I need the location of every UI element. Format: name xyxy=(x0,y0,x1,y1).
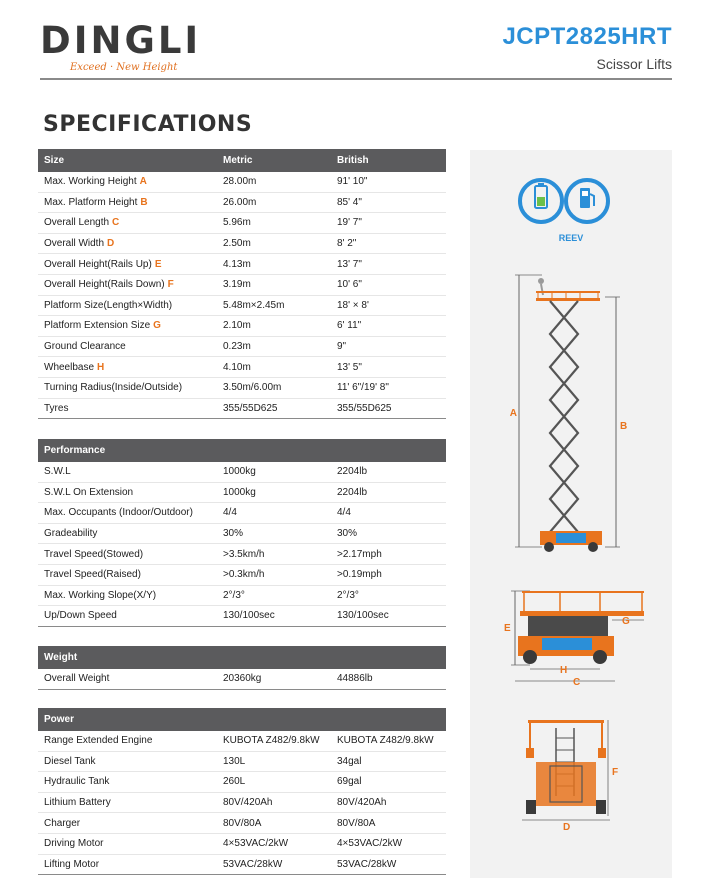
table-row xyxy=(38,462,446,483)
table-row xyxy=(38,524,446,545)
model-block xyxy=(502,24,672,72)
british-value: 355/55D625 xyxy=(337,402,392,414)
spec-label xyxy=(38,818,223,829)
spec-label-text: Diesel Tank xyxy=(44,755,96,767)
diagram-label-f: F xyxy=(612,767,619,778)
dimension-letter: D xyxy=(107,238,115,250)
spec-label-text: Tyres xyxy=(44,402,69,414)
header-divider xyxy=(40,78,672,80)
weight-header-label: Weight xyxy=(44,652,78,663)
table-row xyxy=(38,296,446,317)
table-row xyxy=(38,483,446,504)
diagram-label-c: C xyxy=(573,677,581,688)
table-row xyxy=(38,752,446,773)
table-row xyxy=(38,669,446,690)
table-row xyxy=(38,503,446,524)
metric-value: 30% xyxy=(223,528,244,540)
reev-icon xyxy=(520,180,608,222)
table-row xyxy=(38,586,446,607)
british-value: 2°/3° xyxy=(337,589,359,601)
metric-value: 53VAC/28kW xyxy=(223,858,283,870)
spec-label xyxy=(38,549,223,560)
spec-label-text: Wheelbase xyxy=(44,361,95,373)
spec-label-text: Platform Extension Size xyxy=(44,320,151,332)
metric-value: 80V/80A xyxy=(223,817,262,829)
spec-label-text: Overall Length xyxy=(44,217,110,229)
metric-value: 1000kg xyxy=(223,486,256,498)
spec-label xyxy=(38,197,223,208)
british-value: 53VAC/28kW xyxy=(337,858,397,870)
spec-label xyxy=(38,362,223,373)
metric-value: 260L xyxy=(223,776,246,788)
british-value: 44886lb xyxy=(337,673,373,685)
power-table xyxy=(38,708,446,875)
size-table-header xyxy=(38,149,446,172)
brand-name: DINGLI xyxy=(40,19,202,62)
british-value: >2.17mph xyxy=(337,548,382,560)
spec-label-text: Max. Platform Height xyxy=(44,196,138,208)
dimension-letter: C xyxy=(112,217,120,229)
table-row xyxy=(38,193,446,214)
size-header-label: Size xyxy=(44,155,65,166)
power-header-label: Power xyxy=(44,714,75,725)
table-row xyxy=(38,855,446,876)
metric-value: 0.23m xyxy=(223,341,251,353)
spec-label xyxy=(38,238,223,249)
page-title: SPECIFICATIONS xyxy=(43,112,253,137)
metric-value: 5.96m xyxy=(223,217,251,229)
metric-value: 3.19m xyxy=(223,279,251,291)
metric-value: KUBOTA Z482/9.8kW xyxy=(223,735,320,747)
lift-raised-diagram xyxy=(510,275,627,552)
spec-label-text: Up/Down Speed xyxy=(44,610,117,622)
spec-label-text: Hydraulic Tank xyxy=(44,776,110,788)
table-row xyxy=(38,544,446,565)
table-row xyxy=(38,378,446,399)
metric-value: 4.10m xyxy=(223,361,251,373)
spec-label xyxy=(38,382,223,393)
dimension-letter: G xyxy=(153,320,161,332)
spec-label xyxy=(38,528,223,539)
spec-label xyxy=(38,487,223,498)
power-table-header xyxy=(38,708,446,731)
table-row xyxy=(38,254,446,275)
spec-label-text: Overall Weight xyxy=(44,673,110,685)
spec-label-text: Turning Radius(Inside/Outside) xyxy=(44,382,183,394)
metric-value: 28.00m xyxy=(223,176,257,188)
metric-value: 26.00m xyxy=(223,196,257,208)
british-value: 4/4 xyxy=(337,507,351,519)
metric-value: 3.50m/6.00m xyxy=(223,382,282,394)
metric-value: 2.10m xyxy=(223,320,251,332)
table-row xyxy=(38,834,446,855)
british-value: 9" xyxy=(337,341,347,353)
metric-value: 5.48m×2.45m xyxy=(223,299,285,311)
lift-front-diagram xyxy=(522,720,618,833)
performance-header-label: Performance xyxy=(44,445,106,456)
table-row xyxy=(38,316,446,337)
metric-value: 4×53VAC/2kW xyxy=(223,838,289,850)
table-row xyxy=(38,337,446,358)
diagram-panel xyxy=(470,150,672,878)
spec-label-text: Lithium Battery xyxy=(44,797,111,809)
british-value: 13' 7" xyxy=(337,258,362,270)
performance-table-header xyxy=(38,439,446,462)
metric-value: 80V/420Ah xyxy=(223,797,273,809)
table-row xyxy=(38,731,446,752)
british-value: 30% xyxy=(337,528,358,540)
metric-header-label: Metric xyxy=(223,155,253,166)
british-value: 130/100sec xyxy=(337,610,389,622)
table-row xyxy=(38,213,446,234)
dimension-letter: A xyxy=(139,176,147,188)
spec-label xyxy=(38,797,223,808)
spec-label-text: Gradeability xyxy=(44,528,98,540)
spec-label xyxy=(38,756,223,767)
metric-value: >3.5km/h xyxy=(223,548,265,560)
spec-label xyxy=(38,859,223,870)
dimension-letter: B xyxy=(140,196,148,208)
spec-label xyxy=(38,176,223,187)
reev-label: REEV xyxy=(558,233,584,243)
spec-label xyxy=(38,320,223,331)
table-row xyxy=(38,772,446,793)
british-value: 11' 6"/19' 8" xyxy=(337,382,389,394)
size-table xyxy=(38,149,446,419)
spec-label xyxy=(38,217,223,228)
spec-label-text: Charger xyxy=(44,817,81,829)
metric-value: 4/4 xyxy=(223,507,237,519)
spec-label xyxy=(38,673,223,684)
spec-label xyxy=(38,341,223,352)
spec-label-text: Travel Speed(Stowed) xyxy=(44,548,144,560)
metric-value: 2°/3° xyxy=(223,589,245,601)
spec-label-text: Driving Motor xyxy=(44,838,104,850)
table-row xyxy=(38,565,446,586)
metric-value: >0.3km/h xyxy=(223,569,265,581)
british-header-label: British xyxy=(337,155,369,166)
spec-label xyxy=(38,776,223,787)
table-row xyxy=(38,399,446,420)
british-value: 4×53VAC/2kW xyxy=(337,838,403,850)
dimension-letter: E xyxy=(154,258,162,270)
weight-table-header xyxy=(38,646,446,669)
spec-label-text: Lifting Motor xyxy=(44,858,100,870)
spec-label-text: Overall Width xyxy=(44,238,105,250)
diagram-label-b: B xyxy=(620,421,628,432)
table-row xyxy=(38,606,446,627)
dimension-letter: H xyxy=(97,361,105,373)
british-value: 19' 7" xyxy=(337,217,362,229)
british-value: 2204lb xyxy=(337,486,368,498)
metric-value: 355/55D625 xyxy=(223,402,278,414)
metric-value: 1000kg xyxy=(223,466,256,478)
british-value: 91' 10" xyxy=(337,176,368,188)
table-row xyxy=(38,275,446,296)
metric-value: 20360kg xyxy=(223,673,262,685)
british-value: 2204lb xyxy=(337,466,368,478)
brand-tagline: Exceed · New Height xyxy=(70,62,178,73)
british-value: 80V/420Ah xyxy=(337,797,387,809)
spec-label xyxy=(38,569,223,580)
weight-table xyxy=(38,646,446,690)
spec-label-text: Ground Clearance xyxy=(44,341,126,353)
metric-value: 130L xyxy=(223,755,246,767)
spec-label-text: Max. Working Height xyxy=(44,176,137,188)
diagram-label-g: G xyxy=(622,616,630,627)
table-row xyxy=(38,172,446,193)
british-value: 6' 11" xyxy=(337,320,362,332)
spec-label-text: Overall Height(Rails Up) xyxy=(44,258,152,270)
spec-label xyxy=(38,610,223,621)
spec-label-text: S.W.L xyxy=(44,466,71,478)
spec-label xyxy=(38,838,223,849)
diagram-label-a: A xyxy=(509,408,517,419)
spec-label xyxy=(38,466,223,477)
table-row xyxy=(38,793,446,814)
diagram-label-h: H xyxy=(560,665,568,676)
spec-label xyxy=(38,279,223,290)
dimension-letter: F xyxy=(167,279,174,291)
table-row xyxy=(38,813,446,834)
lift-side-diagram xyxy=(504,591,644,688)
british-value: KUBOTA Z482/9.8kW xyxy=(337,735,434,747)
table-row xyxy=(38,357,446,378)
spec-label-text: Platform Size(Length×Width) xyxy=(44,299,173,311)
brand-logo xyxy=(40,19,202,73)
spec-label-text: Max. Occupants (Indoor/Outdoor) xyxy=(44,507,193,519)
metric-value: 4.13m xyxy=(223,258,251,270)
spec-label xyxy=(38,590,223,601)
spec-label-text: Overall Height(Rails Down) xyxy=(44,279,165,291)
british-value: 10' 6" xyxy=(337,279,362,291)
spec-label xyxy=(38,259,223,270)
spec-label-text: Max. Working Slope(X/Y) xyxy=(44,589,157,601)
metric-value: 2.50m xyxy=(223,238,251,250)
spec-label-text: Travel Speed(Raised) xyxy=(44,569,141,581)
diagram-label-e: E xyxy=(504,623,511,634)
model-type: Scissor Lifts xyxy=(596,56,672,73)
spec-label-text: Range Extended Engine xyxy=(44,735,153,747)
model-code: JCPT2825HRT xyxy=(502,23,672,50)
spec-label xyxy=(38,300,223,311)
british-value: 85' 4" xyxy=(337,196,362,208)
british-value: >0.19mph xyxy=(337,569,382,581)
british-value: 8' 2" xyxy=(337,238,357,250)
diagram-label-d: D xyxy=(563,822,571,833)
spec-label xyxy=(38,735,223,746)
spec-label xyxy=(38,507,223,518)
spec-label-text: S.W.L On Extension xyxy=(44,486,134,498)
british-value: 34gal xyxy=(337,755,362,767)
british-value: 13' 5" xyxy=(337,361,362,373)
table-row xyxy=(38,234,446,255)
machine-diagrams xyxy=(470,150,672,878)
spec-label xyxy=(38,403,223,414)
british-value: 80V/80A xyxy=(337,817,376,829)
performance-table xyxy=(38,439,446,627)
metric-value: 130/100sec xyxy=(223,610,275,622)
british-value: 69gal xyxy=(337,776,362,788)
british-value: 18' × 8' xyxy=(337,299,369,311)
